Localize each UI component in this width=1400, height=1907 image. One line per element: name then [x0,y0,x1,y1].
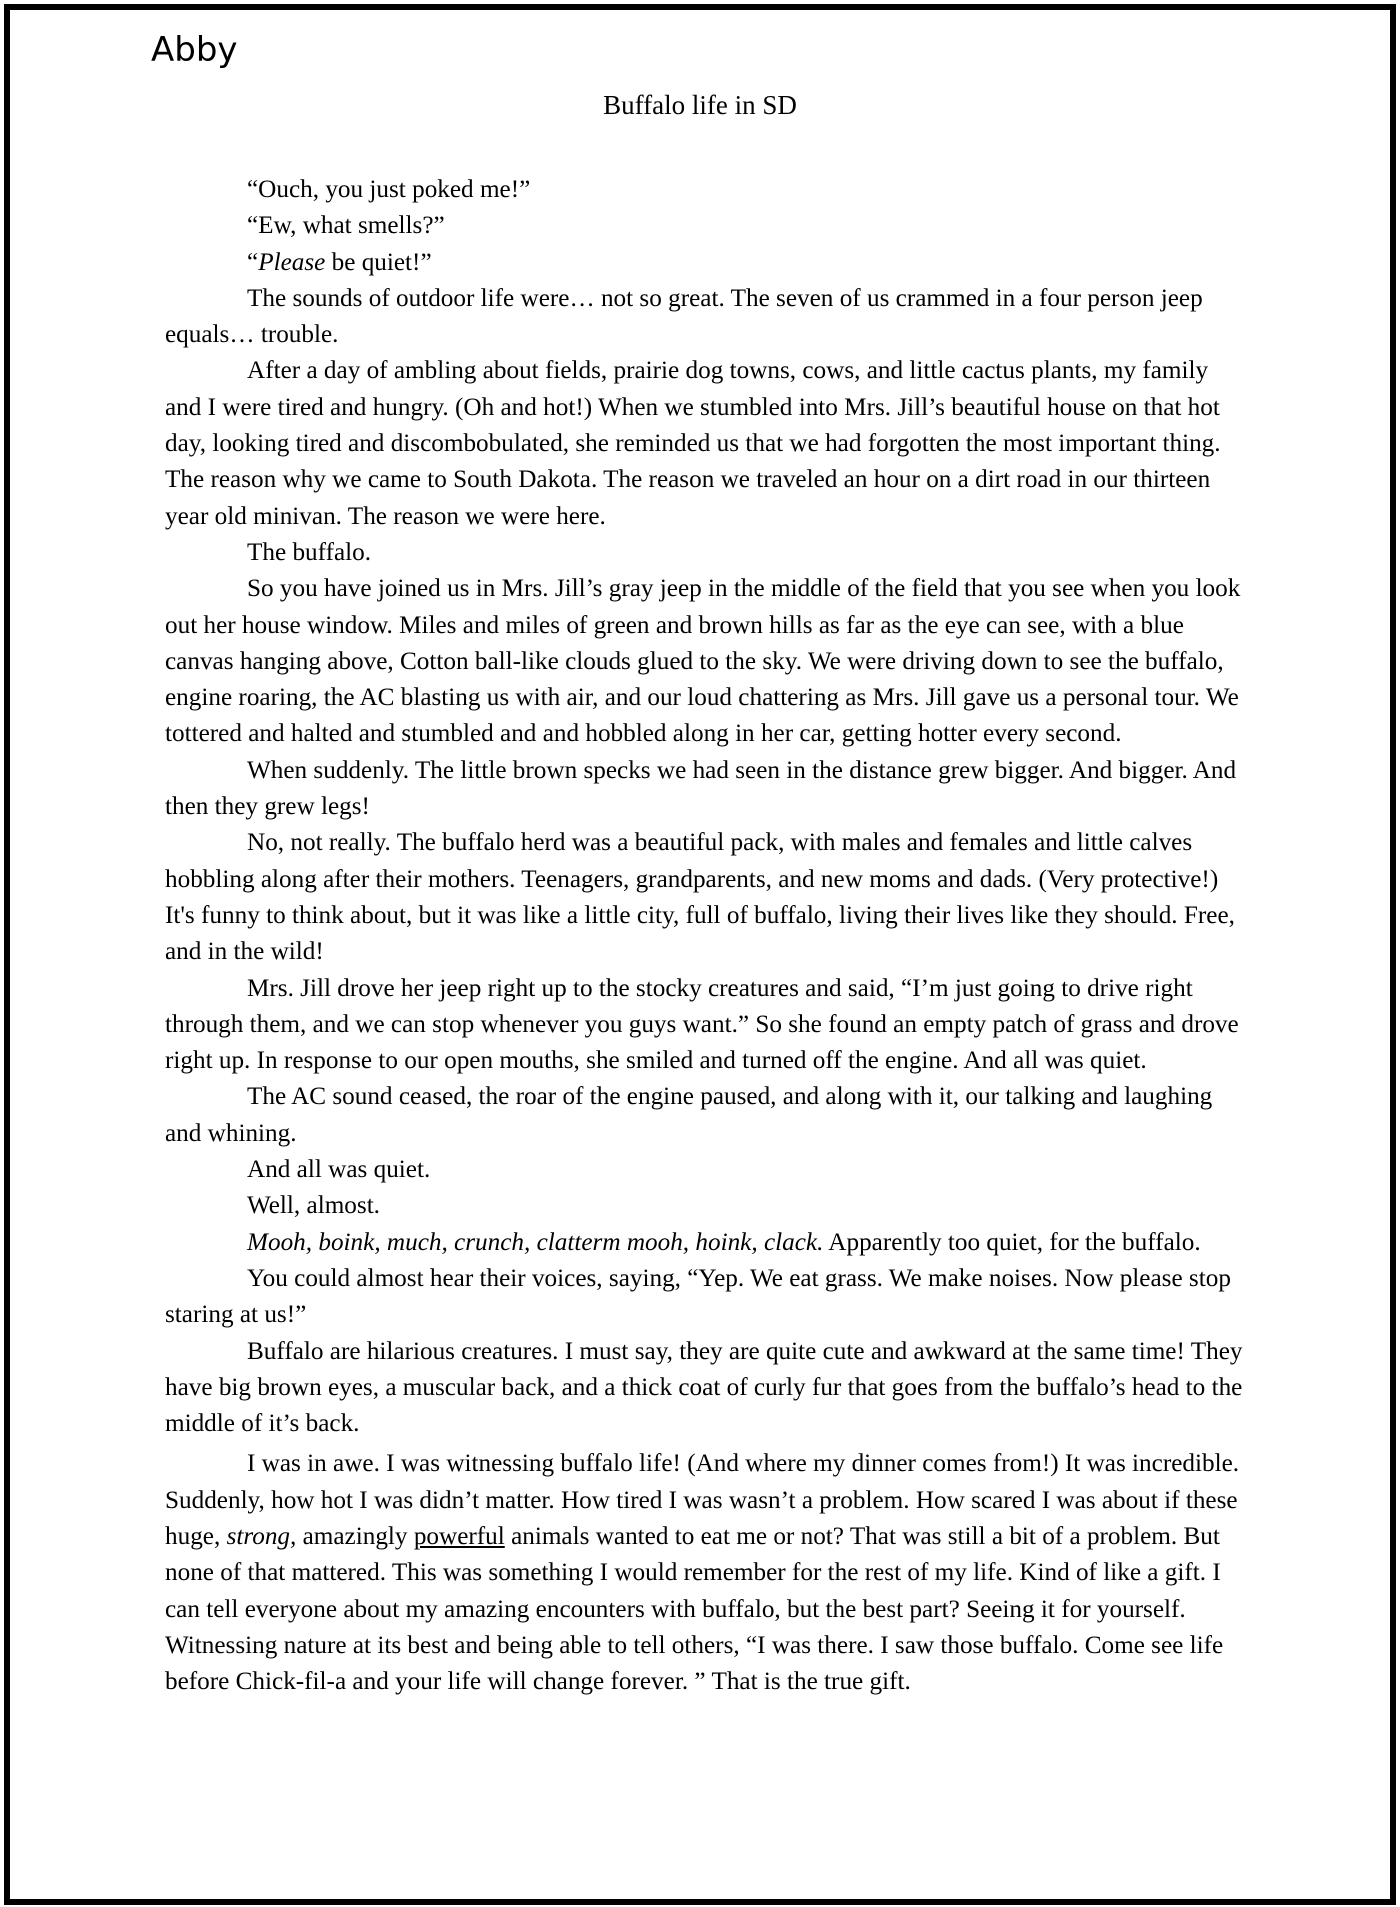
paragraph: The buffalo. [247,538,372,566]
paragraph: “Ouch, you just poked me!” [247,176,531,203]
paragraph: “Ew, what smells?” [247,212,445,240]
paragraph: The AC sound ceased, the roar of the engine paused, and along with it, our talking and laughing and whining. [165,1083,1213,1147]
essay-body [165,172,1245,1700]
paragraph: Well, almost. [247,1192,380,1220]
quote-mark: “ [247,248,259,276]
paragraph-text: I was in awe. I was witnessing buffalo life! (And where my dinner comes from!) It was incredible. Suddenly, how hot I was didn’t matter. How tired I was wasn’t a problem. How scared I was about if these huge, [165,1450,1240,1550]
paragraph: No, not really. The buffalo herd was a beautiful pack, with males and females and little calves hobbling along after their mothers. Teenagers, grandparents, and new moms and dads. (Very protective!) It's funny to think about, but it was like a little city, full of buffalo, living their lives like they should. Free, and in the wild! [165,829,1235,966]
paragraph: Buffalo are hilarious creatures. I must say, they are quite cute and awkward at the same time! They have big brown eyes, a muscular back, and a thick coat of curly fur that goes from the buffalo’s head to the middle of it’s back. [165,1337,1243,1438]
paragraph: The sounds of outdoor life were… not so great. The seven of us crammed in a four person jeep equals… trouble. [165,284,1203,349]
paragraph: So you have joined us in Mrs. Jill’s gray jeep in the middle of the field that you see when you look out her house window. Miles and miles of green and brown hills as far as the eye can see, with a blue canvas hanging above, Cotton ball-like clouds glued to the sky. We were driving down to see the buffalo, engine roaring, the AC blasting us with air, and our loud chattering as Mrs. Jill gave us a personal tour. We tottered and halted and stumbled and and hobbled along in her car, getting hotter every second. [165,575,1241,748]
paragraph: And all was quiet. [247,1156,431,1184]
paragraph [165,1225,1245,1261]
italic-text: Please [258,248,326,276]
paragraph-text: be quiet!” [325,248,432,276]
paragraph [165,1446,1245,1700]
paragraph: Mrs. Jill drove her jeep right up to the stocky creatures and said, “I’m just going to drive right through them, and we can stop whenever you guys want.” So she found an empty patch of grass and drove right up. In response to our open mouths, she smiled and turned off the engine. And all was quiet. [165,974,1239,1075]
paragraph: You could almost hear their voices, saying, “Yep. We eat grass. We make noises. Now please stop staring at us!” [165,1264,1231,1329]
paragraph-text: amazingly [296,1522,414,1550]
paragraph-text: animals wanted to eat me or not? That was still a bit of a problem. But none of that mattered. This was something I would remember for the rest of my life. Kind of like a gift. I can tell everyone about my amazing encounters with buffalo, but the best part? Seeing it for yourself. Witnessing nature at its best and being able to tell others, “I was there. I saw those buffalo. Come see life before Chick-fil-a and your life will change forever. ” That is the true gift. [165,1522,1224,1696]
paragraph: After a day of ambling about fields, prairie dog towns, cows, and little cactus plants, my family and I were tired and hungry. (Oh and hot!) When we stumbled into Mrs. Jill’s beautiful house on that hot day, looking tired and discombobulated, she reminded us that we had forgotten the most important thing. The reason why we came to South Dakota. The reason we traveled an hour on a dirt road in our thirteen year old minivan. The reason we were here. [165,357,1221,530]
paragraph [165,245,1245,281]
underlined-text: powerful [413,1522,505,1550]
author-name: Abby [151,30,238,70]
paragraph-text: Apparently too quiet, for the buffalo. [823,1228,1201,1256]
paragraph: When suddenly. The little brown specks we had seen in the distance grew bigger. And bigger. And then they grew legs! [165,756,1237,821]
italic-text: Mooh, boink, much, crunch, clatterm mooh, hoink, clack. [247,1228,824,1256]
italic-text: strong, [226,1522,297,1550]
essay-title: Buffalo life in SD [603,90,797,120]
